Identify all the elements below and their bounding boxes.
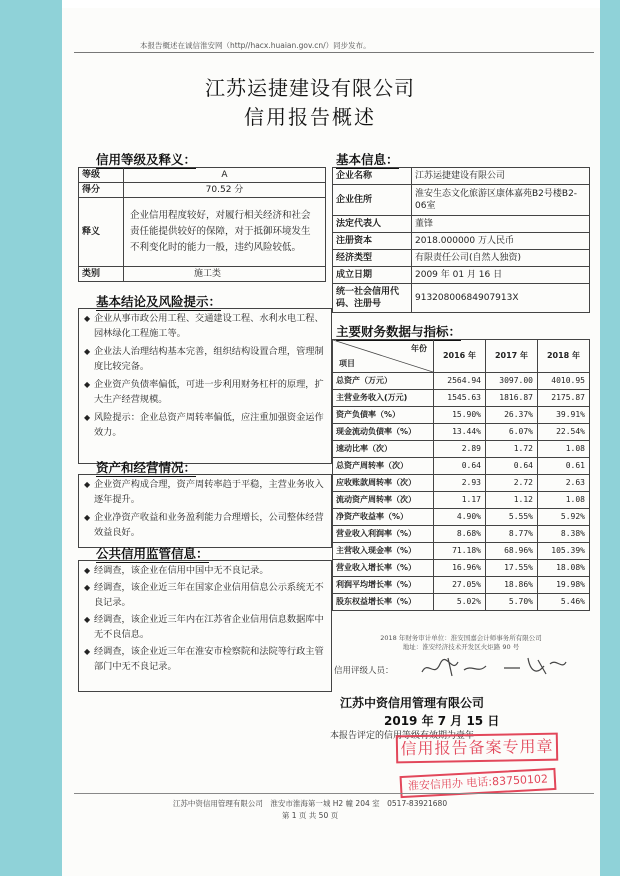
supervision-box xyxy=(78,560,332,692)
left-binding-strip xyxy=(0,0,62,876)
year-header: 2017 年 xyxy=(486,340,538,373)
financial-cell: 0.61 xyxy=(538,458,590,475)
filing-stamp: 信用报告备案专用章 xyxy=(396,733,558,764)
conclusion-section-title: 基本结论及风险提示： xyxy=(96,294,222,309)
financial-cell: 27.05% xyxy=(434,577,486,594)
financial-cell: 16.96% xyxy=(434,560,486,577)
financial-section-title: 主要财务数据与指标： xyxy=(336,324,462,339)
supervision-item: ◆ 经调查，该企业近三年在国家企业信用信息公示系统无不良记录。 xyxy=(84,582,324,608)
financial-cell: 1.17 xyxy=(434,492,486,509)
page-footer: 江苏中资信用管理有限公司 淮安市淮海第一城 H2 幢 204 室 0517-83921680 xyxy=(172,799,448,808)
financial-cell: 1.72 xyxy=(486,441,538,458)
financial-table xyxy=(332,339,590,611)
financial-cell: 105.39% xyxy=(538,543,590,560)
financial-cell: 17.55% xyxy=(486,560,538,577)
basic-row xyxy=(333,216,590,233)
score-label: 得分 xyxy=(79,183,124,198)
financial-row-label: 主营收入现金率（%） xyxy=(333,543,434,560)
financial-cell: 0.64 xyxy=(434,458,486,475)
report-title-company: 江苏运捷建设有限公司 xyxy=(205,76,415,100)
supervision-item: ◆ 经调查，该企业在信用中国中无不良记录。 xyxy=(84,565,269,576)
financial-row-label: 营业收入利润率（%） xyxy=(333,526,434,543)
financial-row-label: 总资产周转率（次） xyxy=(333,458,434,475)
financial-cell: 1.12 xyxy=(486,492,538,509)
grade-value: A xyxy=(124,168,326,183)
financial-cell: 4.90% xyxy=(434,509,486,526)
assets-section-title: 资产和经营情况： xyxy=(96,460,197,475)
basic-row xyxy=(333,284,590,313)
financial-row xyxy=(333,441,590,458)
conclusion-item: ◆ 企业从事市政公用工程、交通建设工程、水利水电工程、园林绿化工程施工等。 xyxy=(84,313,324,339)
basic-row xyxy=(333,250,590,267)
financial-cell: 5.02% xyxy=(434,594,486,611)
bullet-icon: ◆ xyxy=(84,615,91,624)
basic-section-title: 基本信息： xyxy=(336,152,399,167)
financial-cell: 8.68% xyxy=(434,526,486,543)
supervision-section-title: 公共信用监管信息： xyxy=(96,546,209,561)
financial-row xyxy=(333,492,590,509)
score-value: 70.52 分 xyxy=(124,183,326,198)
financial-row-label: 利润平均增长率（%） xyxy=(333,577,434,594)
assets-box xyxy=(78,474,332,548)
financial-row-label: 主营业务收入(万元) xyxy=(333,390,434,407)
financial-cell: 68.96% xyxy=(486,543,538,560)
financial-row xyxy=(333,543,590,560)
financial-cell: 4010.95 xyxy=(538,373,590,390)
financial-cell: 26.37% xyxy=(486,407,538,424)
financial-corner-header xyxy=(333,340,434,373)
issuer-company: 江苏中资信用管理有限公司 xyxy=(340,696,485,710)
report-title-type: 信用报告概述 xyxy=(244,105,376,129)
bullet-icon: ◆ xyxy=(84,413,91,422)
basic-label: 企业住所 xyxy=(333,185,412,216)
financial-cell: 2.63 xyxy=(538,475,590,492)
financial-cell: 1.08 xyxy=(538,492,590,509)
financial-cell: 8.38% xyxy=(538,526,590,543)
financial-row xyxy=(333,424,590,441)
financial-row-label: 速动比率（次） xyxy=(333,441,434,458)
conclusion-item: ◆ 风险提示：企业总资产周转率偏低，应注重加强资金运作效力。 xyxy=(84,412,324,438)
financial-cell: 1.08 xyxy=(538,441,590,458)
year-header: 2016 年 xyxy=(434,340,486,373)
bullet-icon: ◆ xyxy=(84,480,91,489)
financial-audit-address: 地址：淮安经济技术开发区火炬路 90 号 xyxy=(402,643,520,651)
handwritten-signature xyxy=(418,652,568,680)
grade-label: 等级 xyxy=(79,168,124,183)
evaluator-label: 信用评级人员： xyxy=(334,666,394,676)
basic-label: 经济类型 xyxy=(333,250,412,267)
financial-row-label: 净资产收益率（%） xyxy=(333,509,434,526)
financial-cell: 5.92% xyxy=(538,509,590,526)
year-header: 2018 年 xyxy=(538,340,590,373)
basic-value: 91320800684907913X xyxy=(412,284,590,313)
financial-header-item: 项目 xyxy=(339,359,355,368)
financial-cell: 39.91% xyxy=(538,407,590,424)
basic-row xyxy=(333,168,590,185)
footer-rule xyxy=(74,793,594,794)
basic-label: 统一社会信用代码、注册号 xyxy=(333,284,412,313)
financial-row-label: 应收账款周转率（次） xyxy=(333,475,434,492)
financial-row xyxy=(333,577,590,594)
right-binding-strip xyxy=(600,0,620,876)
conclusion-item: ◆ 企业资产负债率偏低，可进一步利用财务杠杆的原理，扩大生产经营规模。 xyxy=(84,379,324,405)
financial-row-label: 现金流动负债率（%） xyxy=(333,424,434,441)
financial-row xyxy=(333,560,590,577)
bullet-icon: ◆ xyxy=(84,513,91,522)
financial-header-year: 年份 xyxy=(411,344,427,353)
financial-row xyxy=(333,509,590,526)
basic-row xyxy=(333,233,590,250)
conclusion-box xyxy=(78,308,332,464)
financial-row xyxy=(333,526,590,543)
bullet-icon: ◆ xyxy=(84,647,91,656)
explain-label: 释义 xyxy=(79,198,124,267)
financial-cell: 6.07% xyxy=(486,424,538,441)
financial-cell: 18.08% xyxy=(538,560,590,577)
financial-cell: 0.64 xyxy=(486,458,538,475)
financial-cell: 2175.87 xyxy=(538,390,590,407)
bullet-icon: ◆ xyxy=(84,314,91,323)
assets-item: ◆ 企业资产构成合理，资产周转率趋于平稳，主营业务收入逐年提升。 xyxy=(84,479,324,505)
bullet-icon: ◆ xyxy=(84,583,91,592)
financial-cell: 13.44% xyxy=(434,424,486,441)
rating-section-title: 信用等级及释义： xyxy=(96,152,197,167)
basic-row xyxy=(333,267,590,284)
basic-label: 法定代表人 xyxy=(333,216,412,233)
page-number: 第 1 页 共 50 页 xyxy=(281,811,339,820)
financial-cell: 3097.00 xyxy=(486,373,538,390)
financial-cell: 18.86% xyxy=(486,577,538,594)
bullet-icon: ◆ xyxy=(84,566,91,575)
basic-value: 有限责任公司(自然人独资) xyxy=(412,250,590,267)
financial-cell: 1545.63 xyxy=(434,390,486,407)
financial-cell: 1816.87 xyxy=(486,390,538,407)
financial-row-label: 总资产（万元） xyxy=(333,373,434,390)
assets-item: ◆ 企业净资产收益和业务盈利能力合理增长，公司整体经营效益良好。 xyxy=(84,512,324,538)
financial-cell: 2.89 xyxy=(434,441,486,458)
financial-cell: 5.46% xyxy=(538,594,590,611)
financial-cell: 8.77% xyxy=(486,526,538,543)
financial-audit-note: 2018 年财务审计单位：淮安国嘉会计师事务所有限公司 xyxy=(380,634,542,642)
basic-label: 成立日期 xyxy=(333,267,412,284)
basic-value: 江苏运捷建设有限公司 xyxy=(412,168,590,185)
financial-rows xyxy=(333,373,590,611)
basic-row xyxy=(333,185,590,216)
header-rule xyxy=(74,52,594,53)
financial-cell: 22.54% xyxy=(538,424,590,441)
financial-row xyxy=(333,373,590,390)
issue-date: 2019 年 7 月 15 日 xyxy=(384,714,500,728)
financial-cell: 71.18% xyxy=(434,543,486,560)
financial-cell: 2564.94 xyxy=(434,373,486,390)
financial-row xyxy=(333,390,590,407)
financial-cell: 5.70% xyxy=(486,594,538,611)
category-value: 施工类 xyxy=(124,267,326,282)
supervision-item: ◆ 经调查，该企业近三年在淮安市检察院和法院等行政主管部门中无不良记录。 xyxy=(84,646,324,672)
financial-row xyxy=(333,407,590,424)
phone-stamp: 淮安信用办 电话:83750102 xyxy=(400,768,557,798)
basic-value: 2018.000000 万人民币 xyxy=(412,233,590,250)
basic-info-table xyxy=(332,167,590,313)
bullet-icon: ◆ xyxy=(84,380,91,389)
financial-row-label: 股东权益增长率（%） xyxy=(333,594,434,611)
financial-row-label: 流动资产周转率（次） xyxy=(333,492,434,509)
financial-cell: 2.72 xyxy=(486,475,538,492)
financial-cell: 2.93 xyxy=(434,475,486,492)
financial-row-label: 营业收入增长率（%） xyxy=(333,560,434,577)
conclusion-item: ◆ 企业法人治理结构基本完善，组织结构设置合理，管理制度比较完备。 xyxy=(84,346,324,372)
financial-row-label: 资产负债率（%） xyxy=(333,407,434,424)
basic-label: 企业名称 xyxy=(333,168,412,185)
validity-note: 本报告评定的信用等级有效期为壹年 xyxy=(330,731,475,741)
header-note: 本报告概述在诚信淮安网（http//hacx.huaian.gov.cn/）同步发布。 xyxy=(140,41,371,50)
explain-text: 企业信用程度较好，对履行相关经济和社会责任能提供较好的保障，对于抵御环境发生不利变化时的能力一般，违约风险较低。 xyxy=(124,198,326,267)
basic-value: 淮安生态文化旅游区康体嘉苑B2号楼B2-06室 xyxy=(412,185,590,216)
financial-cell: 19.98% xyxy=(538,577,590,594)
financial-cell: 5.55% xyxy=(486,509,538,526)
basic-value: 2009 年 01 月 16 日 xyxy=(412,267,590,284)
financial-row xyxy=(333,458,590,475)
financial-row xyxy=(333,594,590,611)
rating-table xyxy=(78,167,326,282)
supervision-item: ◆ 经调查，该企业近三年内在江苏省企业信用信息数据库中无不良信息。 xyxy=(84,614,324,640)
financial-cell: 15.90% xyxy=(434,407,486,424)
financial-row xyxy=(333,475,590,492)
category-label: 类别 xyxy=(79,267,124,282)
bullet-icon: ◆ xyxy=(84,347,91,356)
basic-value: 董锋 xyxy=(412,216,590,233)
basic-label: 注册资本 xyxy=(333,233,412,250)
